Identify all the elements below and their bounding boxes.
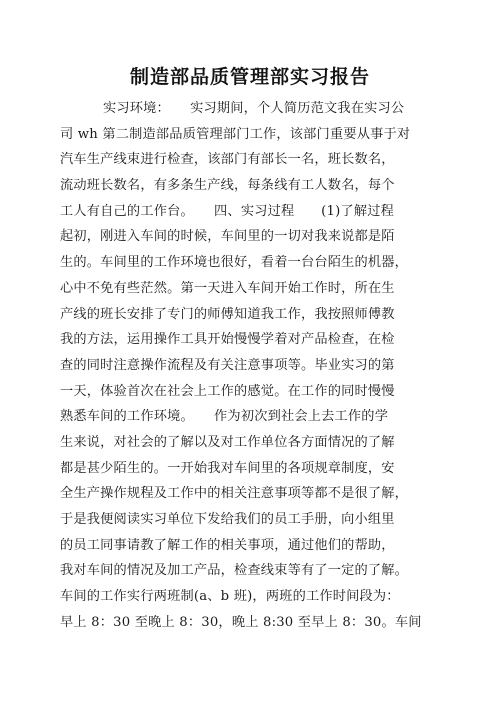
body-line: 生来说，对社会的了解以及对工作单位各方面情况的了解: [60, 434, 395, 450]
body-line: 于是我便阅读实习单位下发给我们的员工手册，向小组里: [60, 512, 395, 527]
document-body: [60, 96, 440, 635]
body-line: 生的。车间里的工作环境也很好，看着一台台陌生的机器，: [60, 255, 409, 271]
body-line: 心中不免有些茫然。第一天进入车间开始工作时，所在生: [60, 280, 395, 296]
body-line: 汽车生产线束进行检查，该部门有部长一名，班长数名，: [60, 152, 395, 168]
body-line: 全生产操作规程及工作中的相关注意事项等都不是很了解，: [60, 486, 409, 502]
body-line: 我的方法，运用操作工具开始慢慢学着对产品检查，在检: [60, 332, 395, 348]
body-line: 熟悉车间的工作环境。 作为初次到社会上去工作的学: [60, 409, 389, 425]
document-title: 制造部品质管理部实习报告: [129, 66, 370, 88]
body-line: 一天，体验首次在社会上工作的感觉。在工作的同时慢慢: [60, 383, 395, 399]
body-line: 产线的班长安排了专门的师傅知道我工作，我按照师傅教: [60, 306, 395, 322]
body-line: 的员工同事请教了解工作的相关事项，通过他们的帮助，: [60, 537, 395, 553]
body-line: 都是甚少陌生的。一开始我对车间里的各项规章制度，安: [60, 460, 395, 476]
body-line: 司 wh 第二制造部品质管理部门工作，该部门重要从事于对: [60, 126, 411, 142]
body-line: 我对车间的情况及加工产品，检查线束等有了一定的了解。: [60, 563, 409, 579]
body-line: 流动班长数名，有多条生产线，每条线有工人数名，每个: [60, 178, 395, 194]
body-line: 查的同时注意操作流程及有关注意事项等。毕业实习的第: [60, 357, 395, 373]
body-line: 车间的工作实行两班制(a、b 班)，两班的工作时间段为：: [60, 589, 400, 605]
body-line: 实习环境： 实习期间，个人简历范文我在实习公: [103, 101, 405, 116]
body-line: 工人有自己的工作台。 四、实习过程 (1)了解过程: [60, 203, 394, 219]
body-line: 早上 8：30 至晚上 8：30，晚上 8:30 至早上 8：30。车间: [60, 614, 422, 630]
body-line: 起初，刚进入车间的时候，车间里的一切对我来说都是陌: [60, 229, 395, 245]
